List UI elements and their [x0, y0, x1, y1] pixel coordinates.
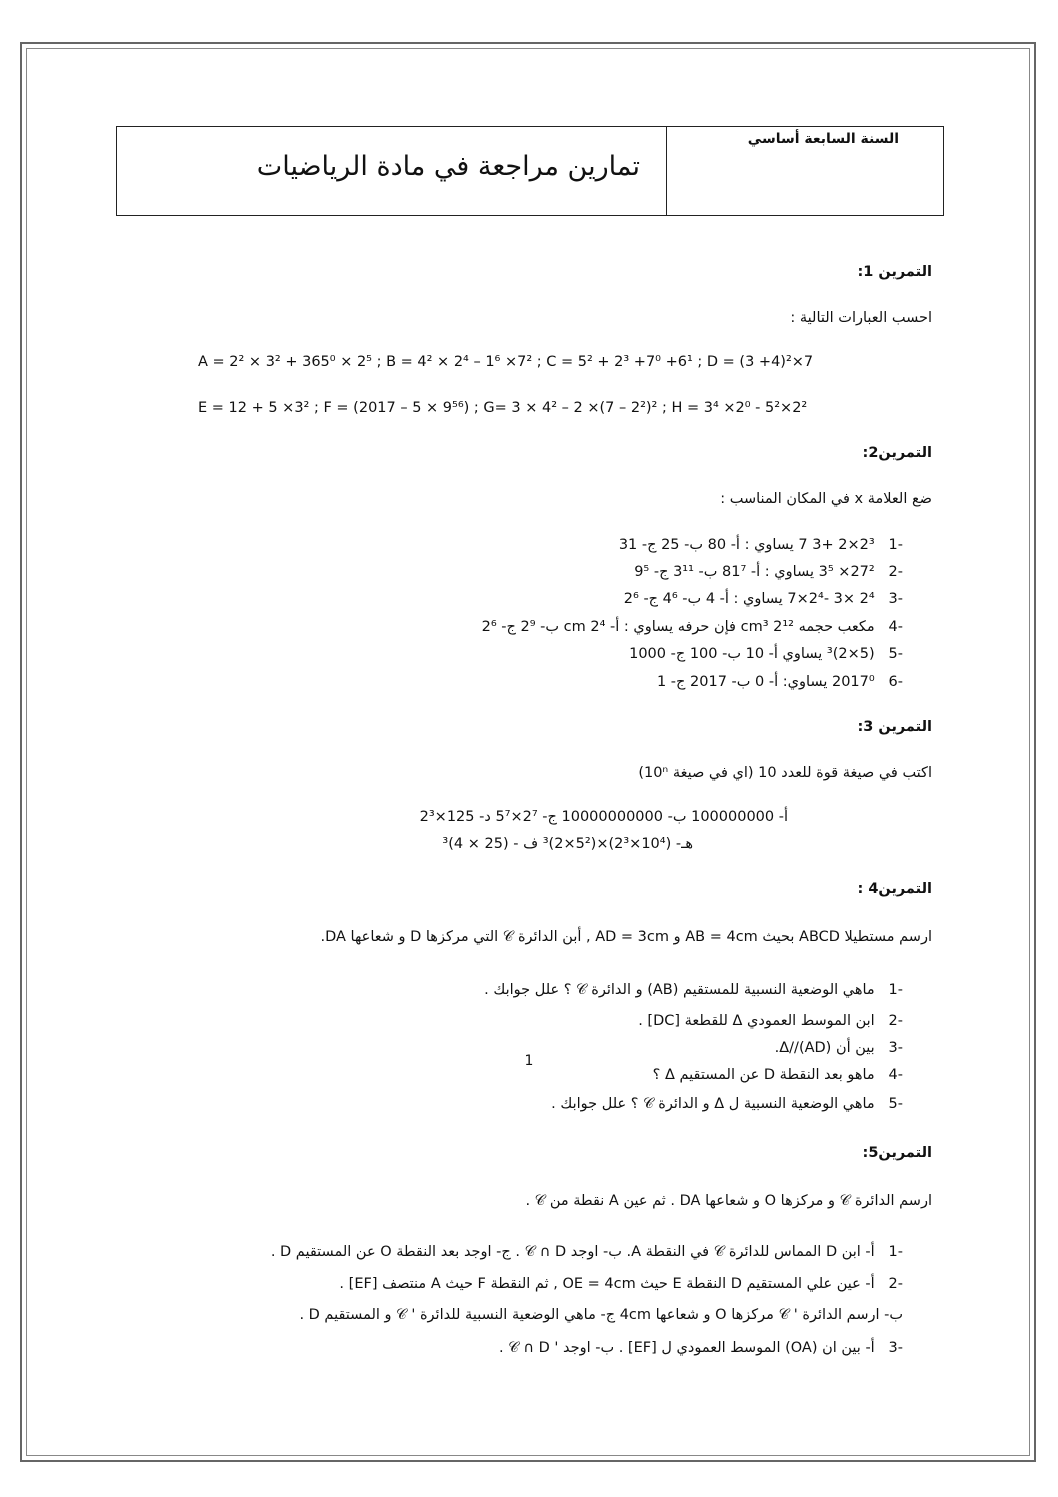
ex2-item-2: [634, 564, 903, 580]
ex5-item-2b-text: ب- ارسم الدائرة ' 𝒞 مركزها O و شعاعها 4cm ج- ماهي الوضعية النسبية للدائرة ' 𝒞 و المستقيم D .: [299, 1307, 903, 1323]
ex5-title: التمرين5:: [862, 1145, 932, 1161]
ex3-row-1: أ- 100000000 ب- 10000000000 ج- 2⁷×5⁷ د- 125×2³: [419, 809, 788, 825]
ex2-item-4: [482, 619, 903, 635]
ex1-instruction: احسب العبارات التالية :: [790, 310, 932, 326]
ex2-instruction: ضع العلامة x في المكان المناسب :: [720, 491, 932, 507]
ex4-item-4-num: -4: [888, 1067, 903, 1083]
ex4-title: التمرين4 :: [857, 881, 932, 897]
ex2-item-4-num: -4: [888, 619, 903, 635]
ex2-item-4-text: مكعب حجمه cm³ 2¹² فإن حرفه يساوي : أ- 2⁴ cm ب- 2⁹ ج- 2⁶: [481, 619, 875, 635]
header-level-cell: [667, 127, 943, 215]
ex4-item-4: [653, 1067, 903, 1083]
ex2-item-6-text: 2017⁰ يساوي: أ- 0 ب- 2017 ج- 1: [656, 674, 875, 690]
ex2-item-5-num: -5: [888, 646, 903, 662]
ex2-item-1-text: 2³×2 +3 7 يساوي : أ- 80 ب- 25 ج- 31: [618, 537, 875, 553]
ex5-item-3-num: -3: [888, 1340, 903, 1356]
ex4-item-2: [638, 1013, 903, 1029]
ex2-item-6: [657, 674, 903, 690]
ex4-item-5-num: -5: [888, 1096, 903, 1112]
ex4-item-1-text: ماهي الوضعية النسبية للمستقيم (AB) و الدائرة 𝒞 ؟ علل جوابك .: [484, 982, 875, 998]
ex5-item-2-num: -2: [888, 1276, 903, 1292]
page-title: تمارين مراجعة في مادة الرياضيات: [256, 151, 640, 182]
ex2-item-2-num: -2: [888, 564, 903, 580]
ex1-line1: A = 2² × 3² + 365⁰ × 2⁵ ; B = 4² × 2⁴ – 1⁶ ×7² ; C = 5² + 2³ +7⁰ +6¹ ; D = (3 +4)²×7: [198, 354, 814, 370]
ex5-item-2-text: أ- عين علي المستقيم D النقطة E حيث OE = 4cm , ثم النقطة F حيث A منتصف [EF] .: [339, 1276, 875, 1292]
ex5-item-1-num: -1: [888, 1244, 903, 1260]
ex2-item-3-num: -3: [888, 591, 903, 607]
ex2-item-1: [619, 537, 903, 553]
page-number: 1: [524, 1053, 534, 1069]
ex5-item-2: [339, 1276, 903, 1292]
ex4-item-1: [484, 982, 903, 998]
ex4-item-5: [551, 1096, 903, 1112]
ex2-item-6-num: -6: [888, 674, 903, 690]
grade-level: السنة السابعة أساسي: [747, 131, 899, 147]
ex3-title: التمرين 3:: [857, 719, 932, 735]
ex5-item-1-text: أ- ابن D المماس للدائرة 𝒞 في النقطة A. ب- اوجد 𝒞 ∩ D . ج- اوجد بعد النقطة O عن المستقيم D .: [270, 1244, 875, 1260]
ex4-item-5-text: ماهي الوضعية النسبية ل Δ و الدائرة 𝒞 ؟ علل جوابك .: [551, 1096, 875, 1112]
ex2-title: التمرين2:: [862, 445, 932, 461]
ex5-item-3: [499, 1340, 903, 1356]
ex2-item-3: [624, 591, 903, 607]
ex2-item-3-text: 2⁴ ×3 -2⁴×7 يساوي : أ- 4 ب- 4⁶ ج- 2⁶: [623, 591, 875, 607]
ex5-item-1: [271, 1244, 903, 1260]
ex1-line2: E = 12 + 5 ×3² ; F = (2017 – 5 × 9⁵⁶) ; G= 3 × 4² – 2 ×(7 – 2²)² ; H = 3⁴ ×2⁰ - 5²×2²: [198, 400, 808, 416]
ex4-item-3-text: بين أن Δ//(AD).: [774, 1040, 875, 1056]
ex4-item-4-text: ماهو بعد النقطة D عن المستقيم Δ ؟: [652, 1067, 875, 1083]
ex4-item-3-num: -3: [888, 1040, 903, 1056]
ex4-instruction: ارسم مستطيلا ABCD بحيث AB = 4cm و AD = 3cm , أبن الدائرة 𝒞 التي مركزها D و شعاعها DA.: [320, 929, 932, 945]
ex5-item-3-text: أ- بين ان (OA) الموسط العمودي ل [EF] . ب- اوجد ' 𝒞 ∩ D .: [499, 1340, 875, 1356]
ex3-row-2: هـ- (10⁴×2³)×(5²×2)³ ف - (25 × 4)³: [442, 836, 693, 852]
ex4-item-2-num: -2: [888, 1013, 903, 1029]
ex1-title: التمرين 1:: [857, 264, 932, 280]
ex5-item-2b: [299, 1307, 903, 1323]
ex3-instruction: اكتب في صيغة قوة للعدد 10 (اي في صيغة 10ⁿ): [638, 765, 932, 781]
header-title-cell: [117, 127, 667, 215]
ex5-instruction: ارسم الدائرة 𝒞 و مركزها O و شعاعها DA . ثم عين A نقطة من 𝒞 .: [525, 1193, 932, 1209]
header-box: [116, 126, 944, 216]
ex2-item-1-num: -1: [888, 537, 903, 553]
ex2-item-2-text: 27²× 3⁵ يساوي : أ- 81⁷ ب- 3¹¹ ج- 9⁵: [634, 564, 875, 580]
ex2-item-5-text: (5×2)³ يساوي أ- 10 ب- 100 ج- 1000: [629, 646, 875, 662]
ex4-item-2-text: ابن الموسط العمودي Δ للقطعة [DC] .: [638, 1013, 875, 1029]
ex2-item-5: [629, 646, 903, 662]
ex4-item-1-num: -1: [888, 982, 903, 998]
